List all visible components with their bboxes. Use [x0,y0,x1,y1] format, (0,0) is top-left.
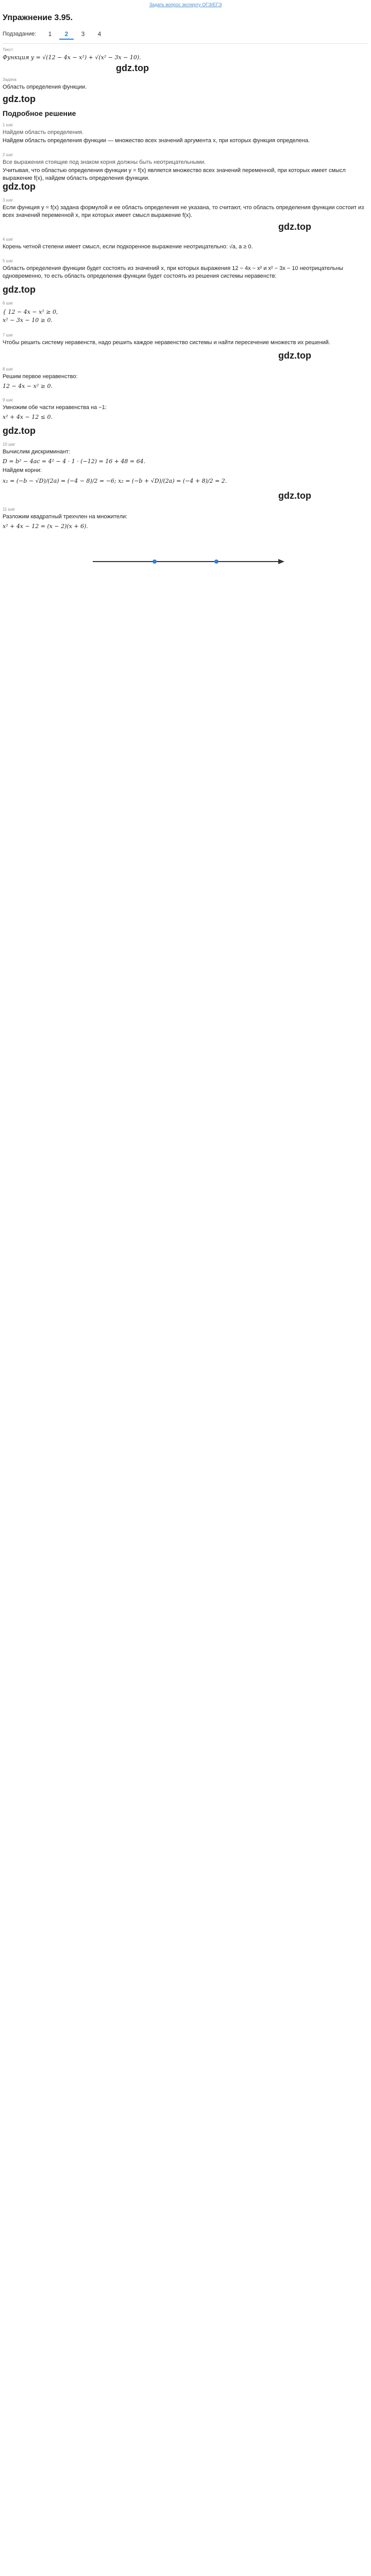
step-line: Учитывая, что областью определения функции y = f(x) является множество всех значений переменной, при которых имеет смысл выражение f(x), найдем область определения функции. [3,167,346,181]
step-tag: 3 шаг [3,198,13,202]
step-tag: 10 шаг [3,442,15,447]
subtask-1[interactable]: 1 [48,30,52,38]
discriminant: D = b² − 4ac = 4² − 4 · 1 · (−12) = 16 + 48 = 64. [3,458,146,465]
step-tag: 8 шаг [3,367,13,371]
exercise-title: Упражнение 3.95. [3,13,73,22]
watermark: gdz.top [3,94,36,104]
watermark: gdz.top [278,350,311,361]
factorization: x² + 4x − 12 = (x − 2)(x + 6). [3,523,88,530]
inequality-1-neg: x² + 4x − 12 ≤ 0. [3,414,53,420]
watermark: gdz.top [278,222,311,232]
step-line: Решим первое неравенство: [3,374,78,380]
system-line-2: x² − 3x − 10 ≥ 0. [3,317,53,324]
step-line: Если функция y = f(x) задана формулой и ее область определения не указана, то считают, что область определения функции состоит из всех значений переменной x, при которых имеет смысл выражение f(x). [3,205,364,218]
step-line: Область определения функции будет состоять из значений x, при которых выражения 12 − 4x − x² и x² − 3x − 10 неотрицательны одновременно, то есть область определения функции будет состоять из решения системы неравенств: [3,265,344,279]
point-2 [214,560,218,564]
step-line: Найдем корни: [3,467,42,473]
watermark: gdz.top [278,490,311,501]
number-line [0,546,371,577]
roots: x₁ = (−b − √D)/(2a) = (−4 − 8)/2 = −6; x₂ = (−b + √D)/(2a) = (−4 + 8)/2 = 2. [3,478,227,484]
step-line: Разложим квадратный трехчлен на множители: [3,514,128,520]
step-line: Найдем область определения. [3,129,84,135]
watermark: gdz.top [3,181,36,192]
watermark: gdz.top [116,63,149,73]
system-line-1: { 12 − 4x − x² ≥ 0, [3,309,58,315]
step-tag: 11 шаг [3,507,15,512]
task-text: Область определения функции. [3,84,87,90]
condition-tag: Текст [3,47,13,52]
axis-arrow [278,559,284,564]
watermark: gdz.top [3,426,36,436]
divider [3,43,368,44]
point-minus-6 [153,560,157,564]
step-tag: 5 шаг [3,259,13,263]
subtask-2[interactable]: 2 [59,30,74,40]
step-tag: 6 шаг [3,301,13,306]
step-tag: 4 шаг [3,237,13,242]
step-line: Корень четной степени имеет смысл, если подкоренное выражение неотрицательно: √a, a ≥ 0. [3,244,253,250]
step-line: Все выражения стоящие под знаком корня должны быть неотрицательными. [3,159,206,165]
step-line: Чтобы решить систему неравенств, надо решить каждое неравенство системы и найти пересечение множеств их решений. [3,340,330,346]
subtasks-label: Подзадание: [3,31,37,37]
step-tag: 1 шаг [3,123,13,127]
ask-expert-link[interactable]: Задать вопрос эксперту ОГЭ/ЕГЭ [149,2,222,7]
step-line: Умножим обе части неравенства на −1: [3,404,107,411]
watermark: gdz.top [3,284,36,295]
step-tag: 7 шаг [3,333,13,337]
step-tag: 2 шаг [3,152,13,157]
subtask-4[interactable]: 4 [97,30,102,38]
solution-heading: Подробное решение [3,109,76,117]
step-line: Вычислим дискриминант: [3,449,71,455]
step-line: Найдем область определения функции — множество всех значений аргумента x, при которых функция определена. [3,138,310,144]
subtask-selector [3,29,368,41]
inequality-1: 12 − 4x − x² ≥ 0. [3,383,53,389]
condition-text: Функция y = √(12 − 4x − x²) + √(x² − 3x − 10). [3,54,141,61]
step-tag: 9 шаг [3,398,13,402]
task-tag: Задача [3,77,16,82]
subtask-3[interactable]: 3 [81,30,85,38]
